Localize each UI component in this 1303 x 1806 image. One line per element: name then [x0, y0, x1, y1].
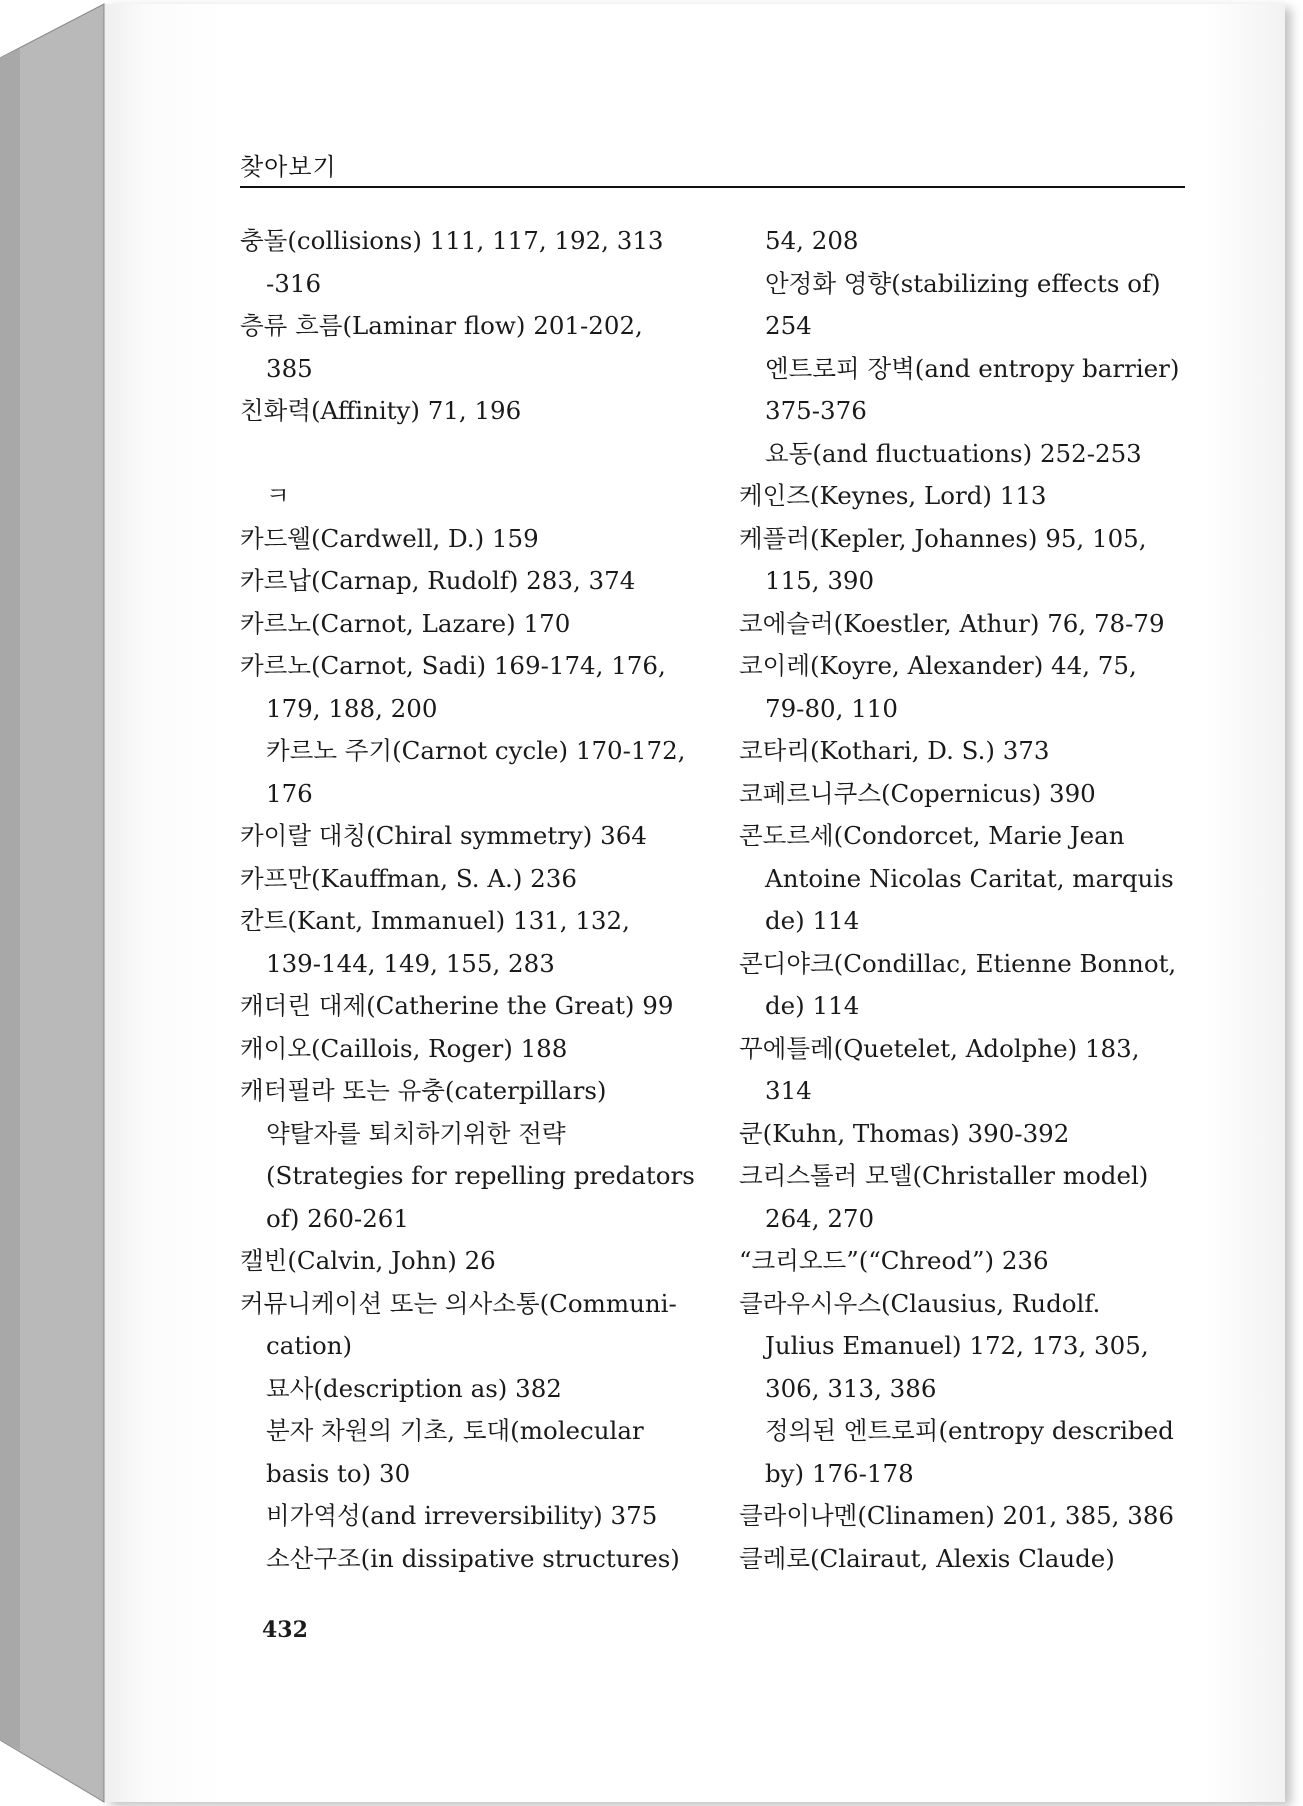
index-entry-line: 약탈자를 퇴치하기위한 전략 [266, 1118, 566, 1148]
index-entry-line: Antoine Nicolas Caritat, marquis [765, 863, 1174, 893]
index-entry-line: 콘디야크(Condillac, Etienne Bonnot, [739, 948, 1177, 978]
index-column-left [240, 220, 702, 1580]
index-entry-line: by) 176-178 [765, 1458, 914, 1488]
index-entry-line: 카르노 주기(Carnot cycle) 170-172, [266, 736, 686, 765]
index-entry-line: 캐이오(Caillois, Roger) 188 [240, 1033, 568, 1063]
index-entry-line: 안정화 영향(stabilizing effects of) [765, 268, 1161, 298]
index-entry-line: 클라우시우스(Clausius, Rudolf. [739, 1288, 1101, 1318]
index-entry-line: 176 [266, 778, 313, 808]
index-column-right [739, 220, 1185, 1580]
index-entry-line: 클레로(Clairaut, Alexis Claude) [739, 1543, 1115, 1573]
index-entry-line: 콘도르세(Condorcet, Marie Jean [739, 821, 1125, 850]
index-entry-line: 정의된 엔트로피(entropy described [765, 1416, 1174, 1445]
index-entry-line: Julius Emanuel) 172, 173, 305, [765, 1331, 1149, 1360]
book-spine [0, 0, 110, 1806]
index-header [240, 150, 1185, 188]
index-entry-line: of) 260-261 [266, 1203, 409, 1233]
index-entry-line: 충돌(collisions) 111, 117, 192, 313 [240, 226, 664, 255]
index-entry-line: 115, 390 [765, 566, 875, 595]
index-entry-line: 커뮤니케이션 또는 의사소통(Communi- [240, 1288, 677, 1318]
index-entry-line: 카이랄 대칭(Chiral symmetry) 364 [240, 821, 647, 850]
index-entry-line: 층류 흐름(Laminar flow) 201-202, [240, 311, 643, 340]
index-entry-line: 375-376 [765, 396, 867, 425]
index-entry-line: 179, 188, 200 [266, 693, 438, 723]
index-entry-line: 139-144, 149, 155, 283 [266, 948, 555, 978]
index-entry-line: 요동(and fluctuations) 252-253 [765, 438, 1142, 468]
index-entry-line: 캘빈(Calvin, John) 26 [240, 1246, 496, 1275]
index-entry-line: 캐더린 대제(Catherine the Great) 99 [240, 991, 674, 1020]
index-entry-line: 카드웰(Cardwell, D.) 159 [240, 523, 539, 553]
index-entry-line: (Strategies for repelling predators [266, 1161, 695, 1190]
index-entry-line: 코페르니쿠스(Copernicus) 390 [739, 778, 1096, 808]
index-entry-line: 칸트(Kant, Immanuel) 131, 132, [240, 906, 630, 935]
index-entry-line: 친화력(Affinity) 71, 196 [240, 396, 522, 425]
index-entry-line: 79-80, 110 [765, 693, 898, 723]
index-entry-line: 코타리(Kothari, D. S.) 373 [739, 736, 1050, 765]
index-entry-line: 클라이나멘(Clinamen) 201, 385, 386 [739, 1501, 1174, 1530]
book-spine-shape [0, 0, 110, 1806]
index-entry-line: 캐터필라 또는 유충(caterpillars) [240, 1076, 607, 1105]
index-entry-line: 54, 208 [765, 226, 859, 255]
index-entry-line: 코에슬러(Koestler, Athur) 76, 78-79 [739, 608, 1165, 638]
index-entry-line: 264, 270 [765, 1203, 875, 1233]
index-entry-line: 소산구조(in dissipative structures) [266, 1543, 680, 1573]
index-entry-line: 카르노(Carnot, Lazare) 170 [240, 608, 571, 638]
index-entry-line: 비가역성(and irreversibility) 375 [266, 1501, 658, 1530]
page-number: 432 [262, 1617, 308, 1643]
index-entry-line: 묘사(description as) 382 [266, 1373, 562, 1403]
index-entry-line: 케플러(Kepler, Johannes) 95, 105, [739, 523, 1147, 553]
index-entry-line: 쿤(Kuhn, Thomas) 390-392 [739, 1118, 1070, 1148]
index-entry-line: 엔트로피 장벽(and entropy barrier) [765, 353, 1180, 383]
index-entry-line: de) 114 [765, 991, 860, 1020]
index-entry-line: ㅋ [266, 481, 290, 510]
index-entry-line: de) 114 [765, 906, 860, 935]
index-entry-line: basis to) 30 [266, 1458, 411, 1488]
index-entry-line: 314 [765, 1076, 812, 1105]
index-entry-line [240, 433, 702, 476]
index-entry-line: 306, 313, 386 [765, 1373, 937, 1403]
index-entry-line: 케인즈(Keynes, Lord) 113 [739, 481, 1047, 510]
index-entry-line: 꾸에틀레(Quetelet, Adolphe) 183, [739, 1033, 1140, 1063]
index-entry-line: cation) [266, 1331, 353, 1360]
index-entry-line: 크리스톨러 모델(Christaller model) [739, 1161, 1149, 1190]
index-entry-line: -316 [266, 268, 322, 298]
index-entry-line: “크리오드”(“Chreod”) 236 [739, 1246, 1049, 1275]
index-entry-line: 카르납(Carnap, Rudolf) 283, 374 [240, 566, 636, 595]
index-entry-line: 254 [765, 311, 812, 340]
index-entry-line: 카르노(Carnot, Sadi) 169-174, 176, [240, 651, 666, 680]
index-entry-line: 385 [266, 353, 313, 383]
index-entry-line: 코이레(Koyre, Alexander) 44, 75, [739, 651, 1137, 680]
page-title: 찾아보기 [240, 153, 337, 181]
index-entry-line: 카프만(Kauffman, S. A.) 236 [240, 863, 577, 893]
index-entry-line: 분자 차원의 기초, 토대(molecular [266, 1416, 644, 1445]
